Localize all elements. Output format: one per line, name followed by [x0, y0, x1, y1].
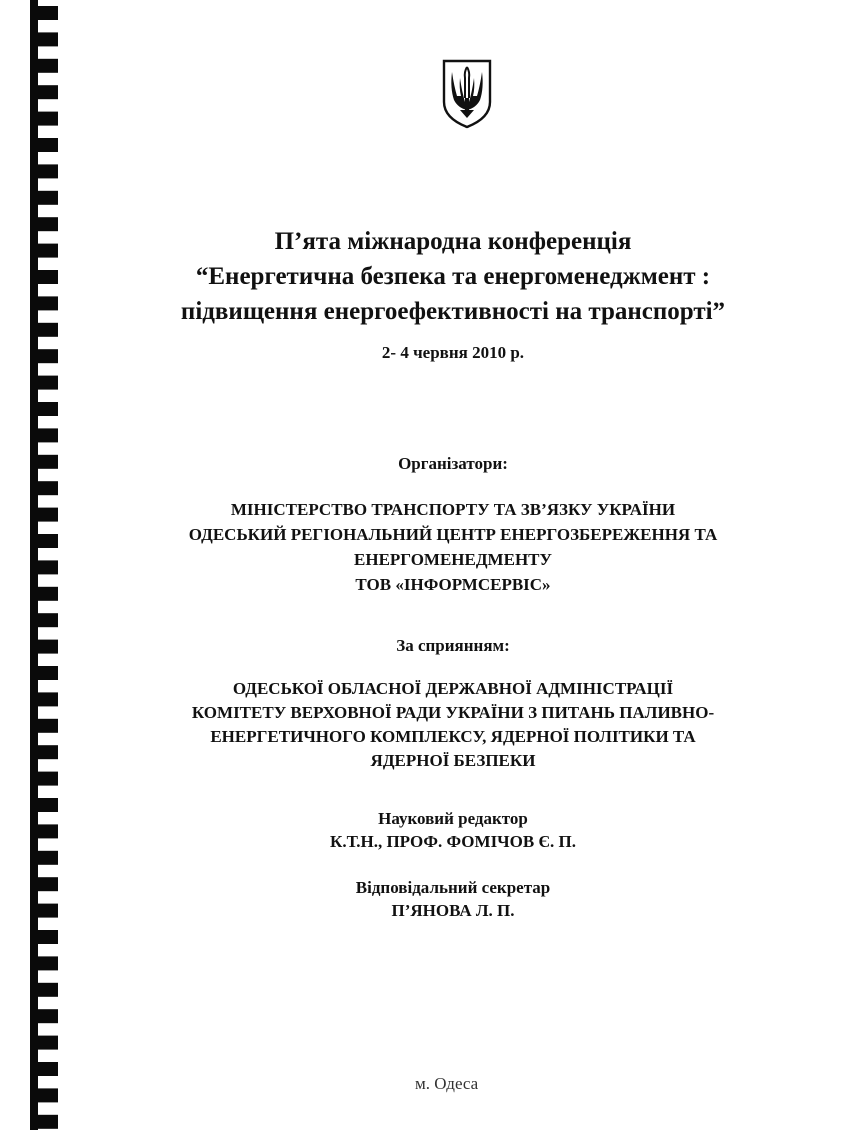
binding-loop	[30, 481, 58, 495]
binding-loop	[30, 455, 58, 469]
binding-loop	[30, 6, 58, 20]
binding-loop	[30, 323, 58, 337]
binding-loop	[30, 1088, 58, 1102]
binding-loop	[30, 956, 58, 970]
organizers-list	[60, 497, 846, 597]
binding-loop	[30, 534, 58, 548]
binding-loop	[30, 1062, 58, 1076]
binding-loop	[30, 191, 58, 205]
support-list	[60, 677, 846, 773]
support-label: За сприянням:	[396, 636, 510, 655]
binding-loop	[30, 1009, 58, 1023]
binding-loop	[30, 666, 58, 680]
binding-loop	[30, 376, 58, 390]
binding-loop	[30, 692, 58, 706]
spiral-binding-icon	[0, 0, 62, 1130]
binding-loop	[30, 904, 58, 918]
organizer-line: МІНІСТЕРСТВО ТРАНСПОРТУ ТА ЗВ’ЯЗКУ УКРАЇНИ	[230, 500, 676, 519]
editor-label: Науковий редактор	[378, 809, 528, 828]
binding-loop	[30, 85, 58, 99]
support-line: ЯДЕРНОЇ БЕЗПЕКИ	[370, 751, 536, 770]
secretary-label: Відповідальний секретар	[355, 878, 551, 897]
binding-loop	[30, 930, 58, 944]
binding-loop	[30, 824, 58, 838]
binding-loop	[30, 32, 58, 46]
binding-loop	[30, 59, 58, 73]
binding-loop	[30, 1036, 58, 1050]
binding-loop	[30, 745, 58, 759]
binding-loop	[30, 217, 58, 231]
binding-loop	[30, 560, 58, 574]
binding-loop	[30, 296, 58, 310]
binding-loop	[30, 877, 58, 891]
binding-loop	[30, 983, 58, 997]
organizers-label: Організатори:	[398, 454, 508, 473]
secretary-name: П’ЯНОВА Л. П.	[391, 901, 515, 920]
organizer-line: ЕНЕРГОМЕНЕДМЕНТУ	[354, 550, 552, 569]
binding-loop	[30, 772, 58, 786]
binding-loop	[30, 613, 58, 627]
title-line-3: підвищення енергоефективності на транспорті”	[180, 298, 726, 325]
title-line-1: П’ята міжнародна конференція	[274, 228, 632, 255]
editor-name: К.Т.Н., ПРОФ. ФОМІЧОВ Є. П.	[330, 832, 576, 851]
binding-loop	[30, 402, 58, 416]
binding-loop	[30, 640, 58, 654]
binding-loop	[30, 270, 58, 284]
binding-loop	[30, 508, 58, 522]
binding-loop	[30, 1115, 58, 1129]
binding-loop	[30, 164, 58, 178]
conference-title	[60, 224, 846, 329]
binding-loop	[30, 428, 58, 442]
binding-loop	[30, 851, 58, 865]
binding-loop	[30, 719, 58, 733]
binding-loop	[30, 244, 58, 258]
binding-loop	[30, 112, 58, 126]
city-name: м. Одеса	[415, 1074, 479, 1093]
organizer-line: ОДЕСЬКИЙ РЕГІОНАЛЬНИЙ ЦЕНТР ЕНЕРГОЗБЕРЕЖЕННЯ ТА	[188, 525, 718, 544]
support-line: ЕНЕРГЕТИЧНОГО КОМПЛЕКСУ, ЯДЕРНОЇ ПОЛІТИКИ ТА	[210, 727, 696, 746]
support-line: ОДЕСЬКОЇ ОБЛАСНОЇ ДЕРЖАВНОЇ АДМІНІСТРАЦІЇ	[232, 679, 674, 698]
binding-loop	[30, 349, 58, 363]
title-line-2: “Енергетична безпека та енергоменеджмент :	[195, 263, 711, 290]
trident-emblem-icon	[440, 58, 494, 130]
binding-loop	[30, 587, 58, 601]
conference-date: 2- 4 червня 2010 р.	[381, 343, 525, 362]
binding-loop	[30, 798, 58, 812]
binding-loop	[30, 138, 58, 152]
support-line: КОМІТЕТУ ВЕРХОВНОЇ РАДИ УКРАЇНИ З ПИТАНЬ ПАЛИВНО-	[191, 703, 715, 722]
organizer-line: ТОВ «ІНФОРМСЕРВІС»	[355, 575, 551, 594]
